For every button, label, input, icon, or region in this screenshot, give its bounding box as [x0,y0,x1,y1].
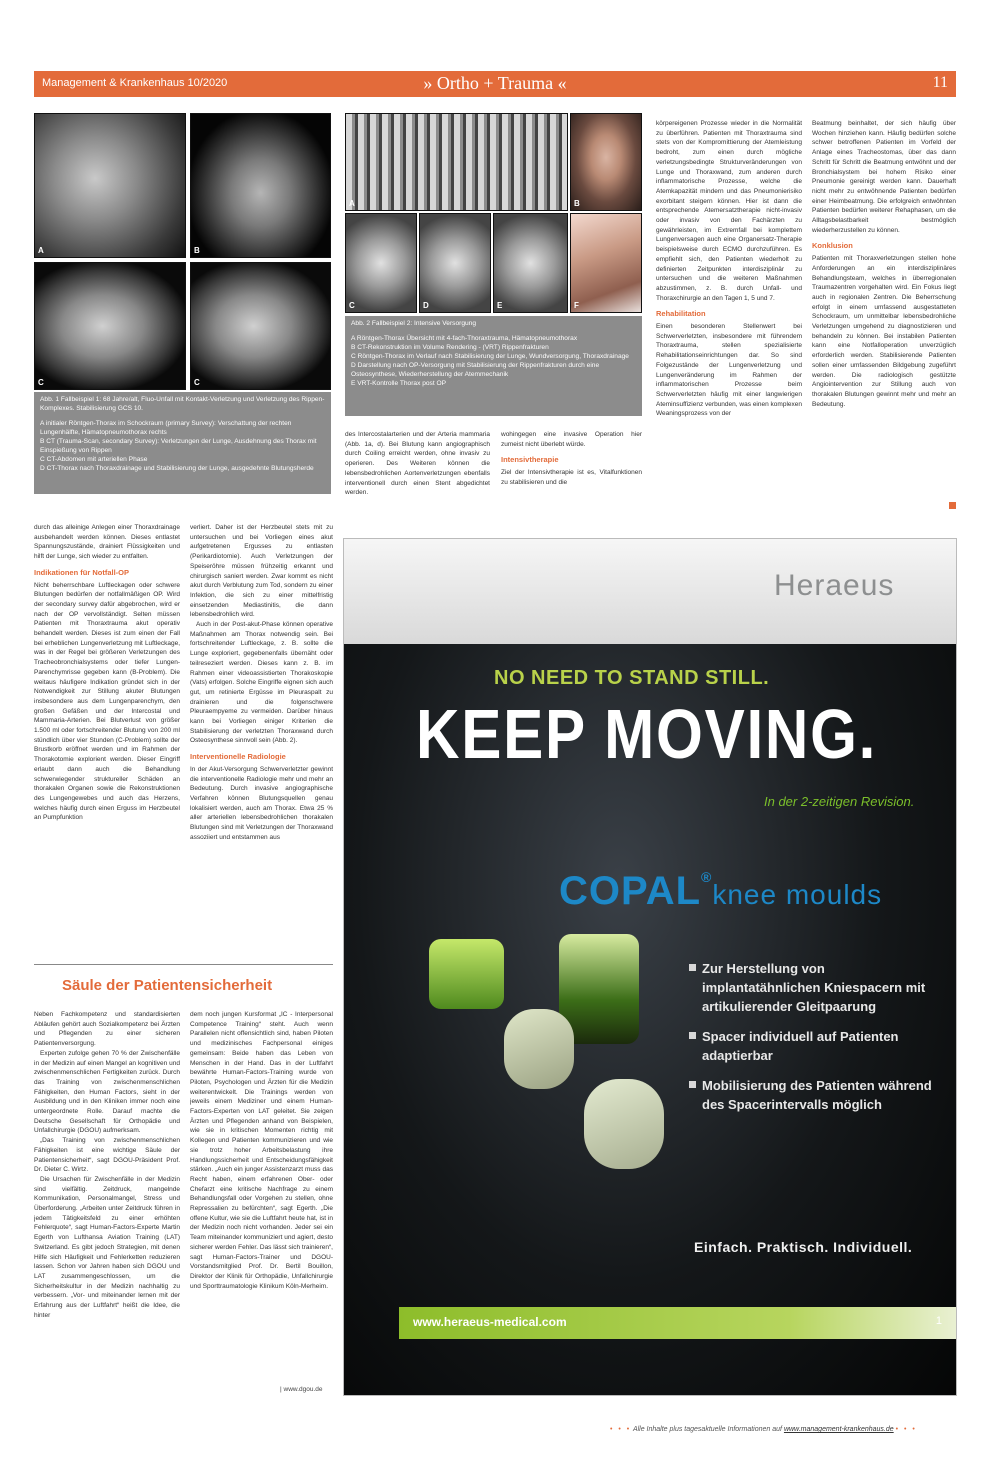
ad-number: 1 [935,1315,942,1327]
figure1-image-a [34,113,186,258]
caption-line: B CT-Rekonstruktion im Volume Rendering - (VRT) Rippenfrakturen [351,344,549,351]
article2-source: | www.dgou.de [280,1386,323,1393]
ad-url-bar[interactable] [399,1307,956,1339]
benefit-item: Spacer individuell auf Patienten adaptierbar [689,1027,939,1065]
subheading: Indikationen für Notfall-OP [34,567,129,577]
footer-dots: • • • [610,1426,632,1433]
benefit-item: Zur Herstellung von implantatähnlichen Kniespacern mit artikulierender Gleitpaarung [689,959,939,1016]
caption-line: C Röntgen-Thorax im Verlauf nach Stabilisierung der Lunge, Wundversorgung, Thoraxdrainage [351,353,629,360]
subheading: Intensivtherapie [501,455,559,465]
figure-label: B [194,246,200,255]
caption-line: Abb. 2 Fallbeispiel 2: Intensive Versorgung [351,320,476,327]
product-name: COPAL [559,869,702,913]
benefit-item: Mobilisierung des Patienten während des Spacerintervalls möglich [689,1076,939,1114]
figure1-image-c [34,262,186,390]
page-footer [610,1426,917,1433]
figure-label: A [349,199,355,208]
figure-label: B [574,199,580,208]
figure-label: F [574,301,579,310]
header-band [34,71,956,97]
section-title: » Ortho + Trauma « [423,73,567,93]
mould-left-image [429,939,504,1009]
ad-background [344,539,956,1395]
advertisement[interactable] [343,538,957,1396]
figure2-image-c [345,213,417,313]
article-column-1 [34,523,180,948]
paragraph: Beatmung beinhaltet, der sich häufig über Wochen hinziehen kann. Häufig bedürfen solche schwer betroffenen Patienten im Vorfeld der Anlage eines Tracheostomas, über das dann Schritt für Schritt die Beatmung entwöhnt und der Bronchialsystem bei hohem Risiko einer Pneumonie gereinigt werden kann. Dauerhaft nicht mehr zu entwöhnende Patienten bedürfen einer Heimbeatmung. Die erfolgreich entwöhnten Patienten bedürfen weiterer Rehaphasen, um die Alltagsbelastbarkeit bestmöglich wiederherzustellen zu können. [812,120,956,234]
figure1-caption [34,392,331,494]
caption-line: Abb. 1 Fallbeispiel 1: 68 Jahre/alt, Fluo-Unfall mit Kontakt-Verletzung und Verletzung des Rippen-Komplexes. Stabilisierung GCS 10. [40,396,325,412]
subheading: Rehabilitation [656,309,706,319]
paragraph: Nicht beherrschbare Luftleckagen oder schwere Blutungen bedürfen der notfallmäßigen OP. Wird der secondary survey dafür abgebrochen, wird er nach der OP vervollständigt. Selten müssen Patienten mit Thoraxtrauma akut operativ behandelt werden. Dieses ist zum einen der Fall bei erheblichen Lungenverletzung mit Luftleckage, was in der Regel bei größeren Verletzungen des Tracheobronchialsystems oder tiefer Lungen-Parenchymrisse gegeben kann (B-Problem). Die weitaus häufigere Indikation gründet sich in der Notwendigkeit zur Stillung akuter Blutungen insbesondere aus dem Lungenparenchym, den großen Gefäßen und der Intercostal und Mammaria-Arterien. Bei Blutverlust von größer 1.500 ml oder fortschreitender Blutung von 200 ml stündlich über vier Stunden (C-Problem) sollte der Brustkorb eröffnet werden und im Rahmen der Thorakotomie explorient werden. Dieser Eingriff erlaubt dann auch die Behandlung schwerwiegender struktureller Schäden an thorakalen Organen sowie die Rekonstruktionen des Lungengewebes und auch das Herzens, welches häufig durch einen Erguss im Herzbeutel an Pumpfunktion [34,581,180,822]
article-column-3-top [345,430,490,515]
paragraph: des Intercostalarterien und der Arteria mammaria (Abb. 1a, d). Bei Blutung kann angiographisch durch Coiling erreicht werden, ohne invasiv zu operieren. Des Weiteren können die lebensbedrohlichen Aortenverletzungen ebenfalls interventionell durch einen Stent abgedichtet werden. [345,431,490,497]
figure2-image-b [570,113,642,211]
paragraph: dem noch jungen Kursformat „IC - Interpersonal Competence Training“ steht. Auch wenn Parallelen nicht offensichtlich sind, haben Piloten und medizinisches Fachpersonal einiges gemeinsam: Beide haben das Leben von Menschen in der Hand. Das in der Luftfahrt bewährte Human-Factors-Training wurde von Piloten, Psychologen und Ärzten für die Medizin weiterentwickelt. Die Trainings werden von jeweils einem Mediziner und einem Human-Factors-Experten von LAT geleitet. Sie zeigen Ärzten und Pflegenden anhand von Beispielen, wie sie in kritischen Momenten richtig mit Kollegen und Patienten kommunizieren und wie sie trotz hoher Arbeitsbelastung ihre Handlungssicherheit und Entscheidungsfähigkeit stärken. „Auch ein junger Assistenzarzt muss das Recht haben, einem erfahrenen Ober- oder Chefarzt eine kritische Nachfrage zu einem Behandlungsfall oder Vorgehen zu stellen, ohne Repressalien zu befürchten“, sagt Egerth. „Die offene Kultur, wie sie die Luftfahrt heute hat, ist in der Medizin noch nicht vorhanden. Jeder sei ein Team miteinander kommuniziert und agiert, desto sicherer werden Fehler. Das lässt sich trainieren“, sagt Human-Factors-Trainer und DGOU-Vorstandsmitglied Prof. Dr. Bertil Bouillon, Direktor der Klinik für Orthopädie, Unfallchirurgie und Sporttraumatologie Klinikum Köln-Merheim. [190,1011,333,1290]
paragraph: Patienten mit Thoraxverletzungen stellen hohe Anforderungen an ein interdisziplinäres Behandlungsteam, welches in überregionalen Traumazentren vorgehalten wird. Ein Fokus liegt auch in regionalen Zentren. Die Beherrschung erfolgt in einem umfassend ausgestatteten Schockraum, um unmittelbar lebensbedrohliche Verletzungen umgehend zu diagnostizieren und behandeln zu können. Bei instabilen Patienten kann eine Notfalloperation unverzüglich erforderlich werden. Stabilisierende Patienten sollen einer umfassenden Bildgebung zugeführt werden. Die radiologisch gestützte Angiointervention zur Stillung auch von thorakalen Blutungen gewinnt mehr und mehr an Bedeutung. [812,255,956,408]
figure-label: A [38,246,44,255]
caption-line: A Röntgen-Thorax Übersicht mit 4-fach-Thoraxtrauma, Hämatopneumothorax [351,335,578,342]
figure2-image-e [493,213,568,313]
article-column-2 [190,523,333,948]
caption-line: E VRT-Kontrolle Thorax post OP [351,380,447,387]
caption-line: C CT-Abdomen mit arteriellen Phase [40,456,148,463]
figure1-image-b [190,113,331,258]
article-end-marker [949,502,956,509]
journal-issue: Management & Krankenhaus 10/2020 [42,77,228,89]
ad-headline: KEEP MOVING. [416,695,878,773]
footer-dots: • • • [895,1426,917,1433]
footer-link[interactable]: www.management-krankenhaus.de [783,1426,894,1433]
section-divider [34,964,333,965]
figure2-image-d [419,213,491,313]
caption-line: A initialer Röntgen-Thorax im Schockraum (primary Survey): Verschattung der rechten Lungenhälfte, Hämatopneumothorax rechts [40,420,292,436]
paragraph: verliert. Daher ist der Herzbeutel stets mit zu untersuchen und bei Vorliegen eines akut aufgetretenen Ergusses zu entlasten (Perikardiotomie). Auch Verletzungen der Speiseröhre müssen frühzeitig erkannt und chirurgisch saniert werden. Zwar kommt es nicht akut durch Verblutung zum Tod, sondern zu einer Infektion, die sich zu einer mittelfristig einsetzenden Mediastinitis, die dann lebensbedrohlich wird. [190,524,333,619]
paragraph: „Das Training von zwischenmenschlichen Fähigkeiten ist eine wichtige Säule der Patientensicherheit“, sagt DGOU-Präsident Prof. Dr. Dieter C. Wirtz. [34,1137,180,1174]
ad-slogan: Einfach. Praktisch. Individuell. [694,1239,913,1255]
article-column-5 [656,119,802,514]
paragraph: Experten zufolge gehen 70 % der Zwischenfälle in der Medizin auf einen Mangel an kognitiven und zwischenmenschlichen Fertigkeiten zurück. Durch das Training von zwischenmenschlichen Fähigkeiten, den Human Factors, sieht in der Ausbildung und in den Kliniken immer noch eine untergeordnete Rolle. Darauf machte die Deutsche Gesellschaft für Orthopädie und Unfallchirurgie (DGOU) aufmerksam. [34,1049,180,1135]
paragraph: Ziel der Intensivtherapie ist es, Vitalfunktionen zu stabilisieren und die [501,469,642,486]
paragraph: In der Akut-Versorgung Schwerverletzter gewinnt die interventionelle Radiologie mehr und mehr an Bedeutung. Durch invasive angiographische Verfahren können Blutungsquellen genau lokalisiert werden, auch am Thorax. Etwa 25 % aller arteriellen lebensbedrohlichen thorakalen Blutungen sind mit Verletzungen der Thoraxwand assoziiert und entstammen aus [190,765,333,841]
figure-label: C [349,301,355,310]
caption-line: D CT-Thorax nach Thoraxdrainage und Stabilisierung der Lunge, ausgedehnte Blutungsherde [40,465,314,472]
paragraph: durch das alleinige Anlegen einer Thoraxdrainage ausbehandelt werden können. Dieses entlastet Spannungszustände, drainiert Flüssigkeiten und hilft der Lunge, sich wieder zu entfalten. [34,524,180,561]
paragraph: Einen besonderen Stellenwert bei Schwerverletzten, insbesondere mit führendem Thoraxtrauma, stellen spezialisierte Rehabilitationseinrichtungen dar. So sind Folgezustände der Lungenverletzung und Lungenveränderung im Rahmen der inflammatorischen Prozesse beim Schwerverletzten häufig mit einer langwierigen Ateminsuffizienz verbunden, was einen komplexen Weaningsprozess von der [656,323,802,418]
figure-label: C [38,378,44,387]
figure-label: E [497,301,503,310]
article2-title: Säule der Patientensicherheit [62,977,273,994]
figure-label: D [423,301,429,310]
paragraph: Die Ursachen für Zwischenfälle in der Medizin sind vielfältig. Zeitdruck, mangelnde Kommunikation, Personalmangel, Stress und Überforderung. „Arbeiten unter Zeitdruck führen in jedem Tätigkeitsfeld zu einer erhöhten Fehlerquote“, sagt Human-Factors-Experte Martin Egerth von Lufthansa Aviation Training (LAT) Switzerland. Es gibt jedoch Strategien, mit denen Hilfe sich Häufigkeit und Fehlerketten reduzieren lassen. Schon vor Jahren haben sich DGOU und LAT zusammengeschlossen, um die Sicherheitskultur in der Medizin nachhaltig zu verbessern. „Vor- und miteinander lernen mit der Erfahrung aus der Luftfahrt“ heißt die Idee, die hinter [34,1175,180,1319]
brand-logo: Heraeus [774,569,895,602]
subheading: Interventionelle Radiologie [190,752,286,762]
article-column-4-top [501,430,642,515]
paragraph: wohingegen eine invasive Operation hier zumeist nicht überlebt würde. [501,431,642,448]
ad-url-link[interactable]: www.heraeus-medical.com [413,1315,567,1329]
product-reg-mark: ® [701,869,713,885]
article2-column-b [190,1010,333,1385]
figure2-image-f [570,213,642,313]
ad-header [344,539,956,644]
paragraph: Neben Fachkompetenz und standardisierten Abläufen gehört auch Sozialkompetenz bei Ärzten und Pflegenden zu einer sicheren Patientenversorgung. [34,1011,180,1048]
paragraph: körpereigenen Prozesse wieder in die Normalität zu überführen. Patienten mit Thoraxtrauma sind stets von der Kompromittierung der Atemleistung bedroht, zum einen durch mögliche verletzungsbedingte Strukturveränderungen von Lunge und Thoraxwand, zum anderen durch inflammatorische Prozesse, welche die Atemkapazität mindern und das Pneumonierisiko exorbitant steigern können. Hier ist dann die entsprechende Atemersatztherapie nicht-invasiv oder invasiv von den Fachärzten zu gewährleisten, im Extremfall bei komplettem Lungenversagen auch eine Organersatz-Therapie beispielsweise durch ECMO durchzuführen. Es empfiehlt sich, den Patienten wiederholt zu definierten Zeitpunkten interdisziplinär zu untersuchen und die weiteren Maßnahmen abzustimmen, z. B. durch Unfall- und Thoraxchirurgie an den Tagen 1, 5 und 7. [656,120,802,302]
product-subname: knee moulds [712,879,883,910]
article2-column-a [34,1010,180,1400]
figure-label: C [194,378,200,387]
figure2-image-a [345,113,568,211]
ad-kicker: NO NEED TO STAND STILL. [494,667,770,689]
figure1-image-d [190,262,331,390]
spacer-tibial-image [584,1079,664,1169]
spacer-femoral-image [504,1009,574,1089]
page-number: 11 [932,74,948,91]
footer-text: Alle Inhalte plus tagesaktuelle Informationen auf [632,1426,782,1433]
caption-line: B CT (Trauma-Scan, secondary Survey): Verletzungen der Lunge, Ausdehnung des Thorax mit Einspießung von Rippen [40,438,317,454]
ad-tagline: In der 2-zeitigen Revision. [764,794,915,809]
paragraph: Auch in der Post-akut-Phase können operative Maßnahmen am Thorax notwendig sein. Bei fortschreitender Luftleckage, z. B. sollte die Lunge exploriert, gegebenenfalls übernäht oder teilreseziert werden. Dieses kann z. B. im Rahmen einer videoassistierten Thorakoskopie (Vats) erfolgen. Solche Eingriffe eignen sich auch gut, um retinierte Ergüsse im Pleuraspalt zu drainieren und die folgenschwere Pleuraempyeme zu vermeiden. Darüber hinaus kann bei Vorliegen einiger Kriterien die Stabilisierung der verletzten Thoraxwand durch Osteosynthese sinnvoll sein (Abb. 2). [190,621,333,745]
caption-line: D Darstellung nach OP-Versorgung mit Stabilisierung der Rippenfrakturen durch eine Osteosynthese, Wiederherstellung der Atemmechanik [351,362,600,378]
product-logo [559,869,882,914]
article-column-6 [812,119,956,504]
subheading: Konklusion [812,241,853,251]
figure2-caption [345,316,642,416]
ad-benefits-list [689,959,939,1125]
